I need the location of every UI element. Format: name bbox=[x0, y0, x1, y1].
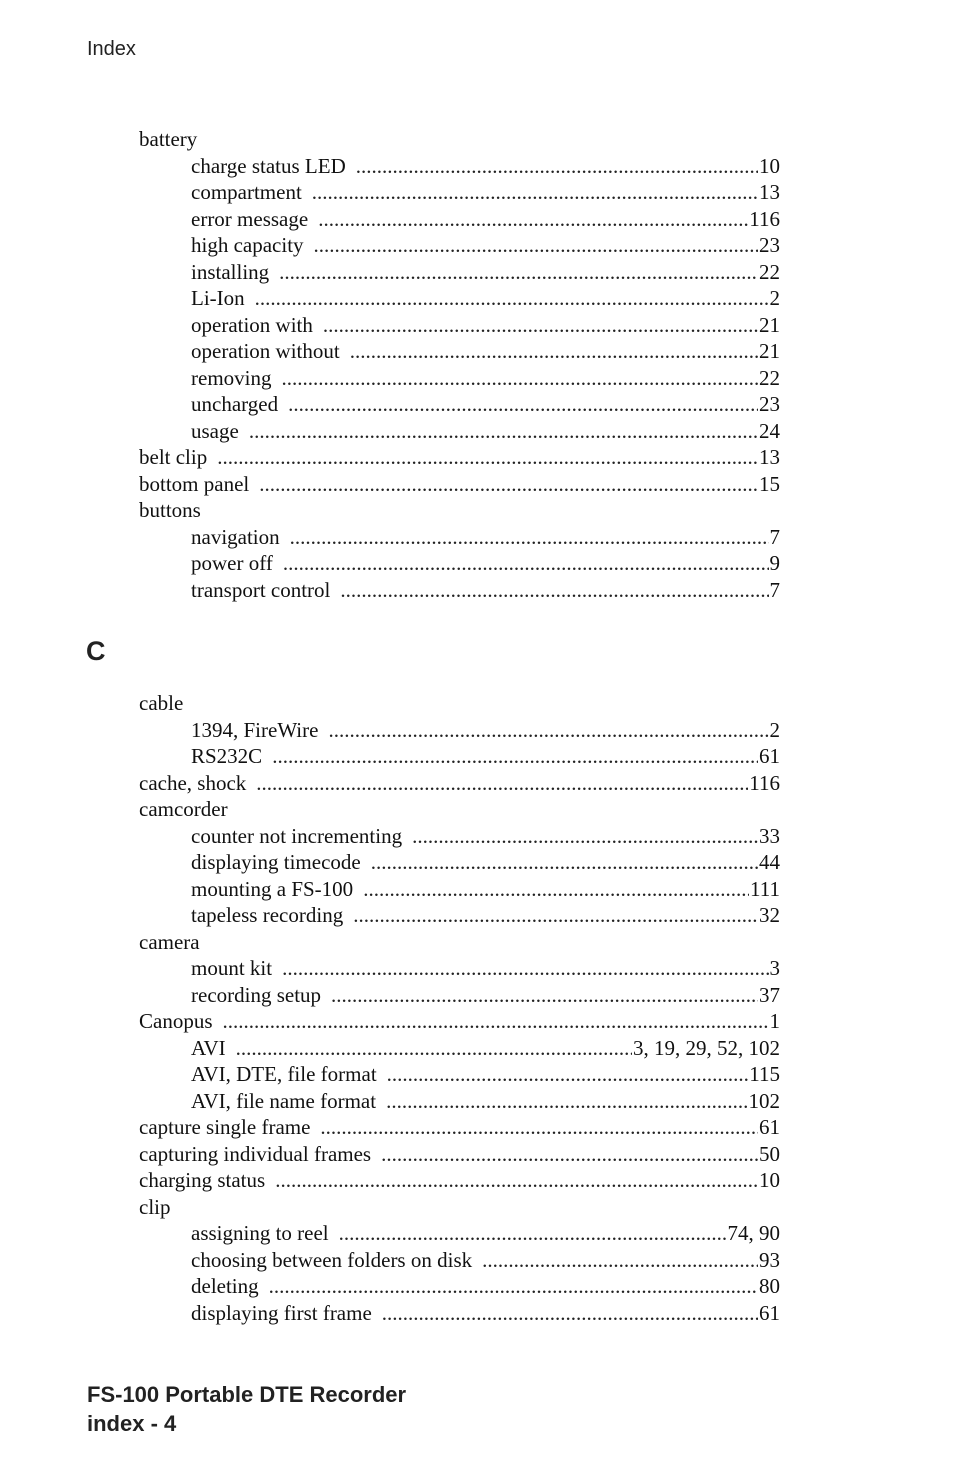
index-subentry bbox=[191, 1088, 780, 1115]
index-term: power off bbox=[191, 551, 273, 575]
dot-leader bbox=[323, 312, 758, 339]
page-reference: 21 bbox=[759, 312, 780, 337]
page-reference: 9 bbox=[769, 551, 780, 575]
page-reference: 13 bbox=[759, 445, 780, 469]
index-subentry bbox=[191, 285, 780, 312]
index-term: clip bbox=[139, 1194, 171, 1219]
index-term: RS232C bbox=[191, 744, 263, 768]
dot-leader bbox=[312, 179, 758, 206]
index-subentry bbox=[191, 1247, 780, 1274]
page-reference: 111 bbox=[750, 876, 780, 901]
index-entry bbox=[139, 1167, 780, 1194]
section-letter: C bbox=[86, 636, 106, 666]
page-reference: 61 bbox=[759, 1115, 780, 1139]
index-term: usage bbox=[191, 418, 239, 443]
index-term: counter not incrementing bbox=[191, 823, 403, 848]
dot-leader bbox=[255, 285, 769, 312]
index-term: capture single frame bbox=[139, 1115, 311, 1139]
page-reference: 15 bbox=[759, 471, 780, 496]
index-subentry bbox=[191, 955, 780, 982]
index-term: AVI bbox=[191, 1035, 226, 1060]
index-entry bbox=[139, 497, 780, 524]
index-term: buttons bbox=[139, 498, 201, 522]
index-subentry bbox=[191, 1300, 780, 1327]
page-reference: 10 bbox=[759, 153, 780, 178]
index-subentry bbox=[191, 259, 780, 286]
page-reference: 3, 19, 29, 52, 102 bbox=[633, 1035, 780, 1060]
index-term: charge status LED bbox=[191, 153, 346, 178]
index-term: compartment bbox=[191, 180, 302, 204]
index-term: operation without bbox=[191, 339, 340, 363]
page-reference: 2 bbox=[769, 717, 780, 742]
dot-leader bbox=[382, 1300, 758, 1327]
index-term: displaying first frame bbox=[191, 1300, 372, 1325]
dot-leader bbox=[328, 717, 768, 744]
index-term: camera bbox=[139, 929, 200, 954]
dot-leader bbox=[275, 1167, 758, 1194]
page-reference: 50 bbox=[759, 1141, 780, 1166]
page-reference: 22 bbox=[759, 259, 780, 284]
index-subentry bbox=[191, 902, 780, 929]
index-term: displaying timecode bbox=[191, 850, 361, 874]
index-subentry bbox=[191, 232, 780, 259]
dot-leader bbox=[249, 418, 758, 445]
dot-leader bbox=[363, 876, 749, 903]
index-term: AVI, DTE, file format bbox=[191, 1062, 377, 1086]
index-section-b bbox=[0, 126, 954, 603]
index-subentry bbox=[191, 1035, 780, 1062]
index-entry bbox=[139, 929, 780, 956]
index-subentry bbox=[191, 876, 780, 903]
index-term: high capacity bbox=[191, 233, 304, 257]
page-reference: 37 bbox=[759, 982, 780, 1007]
dot-leader bbox=[371, 849, 758, 876]
page-reference: 3 bbox=[769, 956, 780, 980]
index-subentry bbox=[191, 524, 780, 551]
dot-leader bbox=[279, 259, 758, 286]
index-subentry bbox=[191, 153, 780, 180]
index-entry bbox=[139, 471, 780, 498]
index-subentry bbox=[191, 206, 780, 233]
index-term: bottom panel bbox=[139, 471, 250, 496]
index-term: navigation bbox=[191, 524, 280, 549]
index-term: transport control bbox=[191, 577, 331, 602]
dot-leader bbox=[281, 365, 758, 392]
page-reference: 1 bbox=[769, 1009, 780, 1033]
page-reference: 24 bbox=[759, 418, 780, 443]
index-term: cache, shock bbox=[139, 770, 247, 795]
dot-leader bbox=[282, 955, 768, 982]
index-subentry bbox=[191, 365, 780, 392]
index-term: AVI, file name format bbox=[191, 1088, 377, 1113]
index-term: belt clip bbox=[139, 445, 208, 469]
index-entry bbox=[139, 1194, 780, 1221]
dot-leader bbox=[356, 153, 758, 180]
index-section-c bbox=[0, 690, 954, 1326]
page-reference: 116 bbox=[749, 206, 780, 231]
page-reference: 32 bbox=[759, 903, 780, 927]
index-entry bbox=[139, 126, 780, 153]
page-reference: 21 bbox=[759, 339, 780, 363]
dot-leader bbox=[290, 524, 769, 551]
dot-leader bbox=[339, 1220, 727, 1247]
index-term: choosing between folders on disk bbox=[191, 1247, 473, 1272]
page-reference: 93 bbox=[759, 1247, 780, 1272]
dot-leader bbox=[350, 338, 758, 365]
dot-leader bbox=[412, 823, 758, 850]
dot-leader bbox=[387, 1061, 749, 1088]
index-entry bbox=[139, 1141, 780, 1168]
page-reference: 7 bbox=[769, 524, 780, 549]
index-subentry bbox=[191, 982, 780, 1009]
dot-leader bbox=[217, 444, 758, 471]
index-entry bbox=[139, 444, 780, 471]
index-subentry bbox=[191, 743, 780, 770]
dot-leader bbox=[386, 1088, 747, 1115]
page-reference: 23 bbox=[759, 392, 780, 416]
page-reference: 44 bbox=[759, 850, 780, 874]
dot-leader bbox=[314, 232, 758, 259]
dot-leader bbox=[256, 770, 748, 797]
index-term: recording setup bbox=[191, 982, 322, 1007]
index-term: assigning to reel bbox=[191, 1221, 329, 1245]
dot-leader bbox=[353, 902, 758, 929]
index-entry bbox=[139, 1114, 780, 1141]
index-term: mounting a FS-100 bbox=[191, 876, 354, 901]
page-reference: 2 bbox=[769, 286, 780, 310]
index-entry bbox=[139, 770, 780, 797]
page-footer bbox=[87, 1380, 406, 1438]
footer-product-name: FS-100 Portable DTE Recorder bbox=[87, 1382, 407, 1407]
index-term: operation with bbox=[191, 312, 313, 337]
page-reference: 22 bbox=[759, 365, 780, 390]
dot-leader bbox=[283, 550, 769, 577]
index-subentry bbox=[191, 717, 780, 744]
dot-leader bbox=[340, 577, 768, 604]
page-reference: 23 bbox=[759, 233, 780, 257]
page-reference: 13 bbox=[759, 180, 780, 204]
index-subentry bbox=[191, 823, 780, 850]
index-term: mount kit bbox=[191, 956, 273, 980]
dot-leader bbox=[318, 206, 748, 233]
page-reference: 116 bbox=[749, 770, 780, 795]
page-reference: 7 bbox=[769, 577, 780, 602]
index-subentry bbox=[191, 391, 780, 418]
index-entry bbox=[139, 690, 780, 717]
index-entry bbox=[139, 796, 780, 823]
page-reference: 33 bbox=[759, 823, 780, 848]
index-entry bbox=[139, 1008, 780, 1035]
index-term: installing bbox=[191, 259, 270, 284]
page-reference: 115 bbox=[749, 1062, 780, 1086]
index-term: capturing individual frames bbox=[139, 1141, 372, 1166]
dot-leader bbox=[259, 471, 758, 498]
page-reference: 80 bbox=[759, 1274, 780, 1298]
index-subentry bbox=[191, 849, 780, 876]
dot-leader bbox=[269, 1273, 758, 1300]
index-term: error message bbox=[191, 206, 309, 231]
dot-leader bbox=[331, 982, 758, 1009]
page-reference: 61 bbox=[759, 1300, 780, 1325]
index-subentry bbox=[191, 1061, 780, 1088]
index-term: camcorder bbox=[139, 797, 228, 821]
index-subentry bbox=[191, 179, 780, 206]
index-subentry bbox=[191, 1273, 780, 1300]
page-reference: 10 bbox=[759, 1168, 780, 1192]
page-reference: 74, 90 bbox=[727, 1221, 780, 1245]
index-term: tapeless recording bbox=[191, 903, 344, 927]
index-subentry bbox=[191, 418, 780, 445]
index-term: uncharged bbox=[191, 392, 279, 416]
index-term: removing bbox=[191, 365, 272, 390]
dot-leader bbox=[272, 743, 758, 770]
index-subentry bbox=[191, 577, 780, 604]
dot-leader bbox=[320, 1114, 758, 1141]
index-term: Canopus bbox=[139, 1009, 213, 1033]
index-subentry bbox=[191, 312, 780, 339]
index-term: battery bbox=[139, 127, 198, 151]
index-subentry bbox=[191, 550, 780, 577]
index-term: deleting bbox=[191, 1274, 259, 1298]
index-subentry bbox=[191, 1220, 780, 1247]
dot-leader bbox=[288, 391, 758, 418]
index-term: 1394, FireWire bbox=[191, 717, 319, 742]
index-term: Li-Ion bbox=[191, 286, 245, 310]
index-subentry bbox=[191, 338, 780, 365]
page-reference: 61 bbox=[759, 744, 780, 768]
dot-leader bbox=[482, 1247, 758, 1274]
dot-leader bbox=[381, 1141, 758, 1168]
index-term: cable bbox=[139, 691, 184, 715]
dot-leader bbox=[236, 1035, 632, 1062]
footer-page-number: index - 4 bbox=[87, 1411, 177, 1436]
index-term: charging status bbox=[139, 1168, 266, 1192]
dot-leader bbox=[223, 1008, 769, 1035]
page-header: Index bbox=[87, 38, 136, 60]
page-reference: 102 bbox=[748, 1088, 780, 1113]
